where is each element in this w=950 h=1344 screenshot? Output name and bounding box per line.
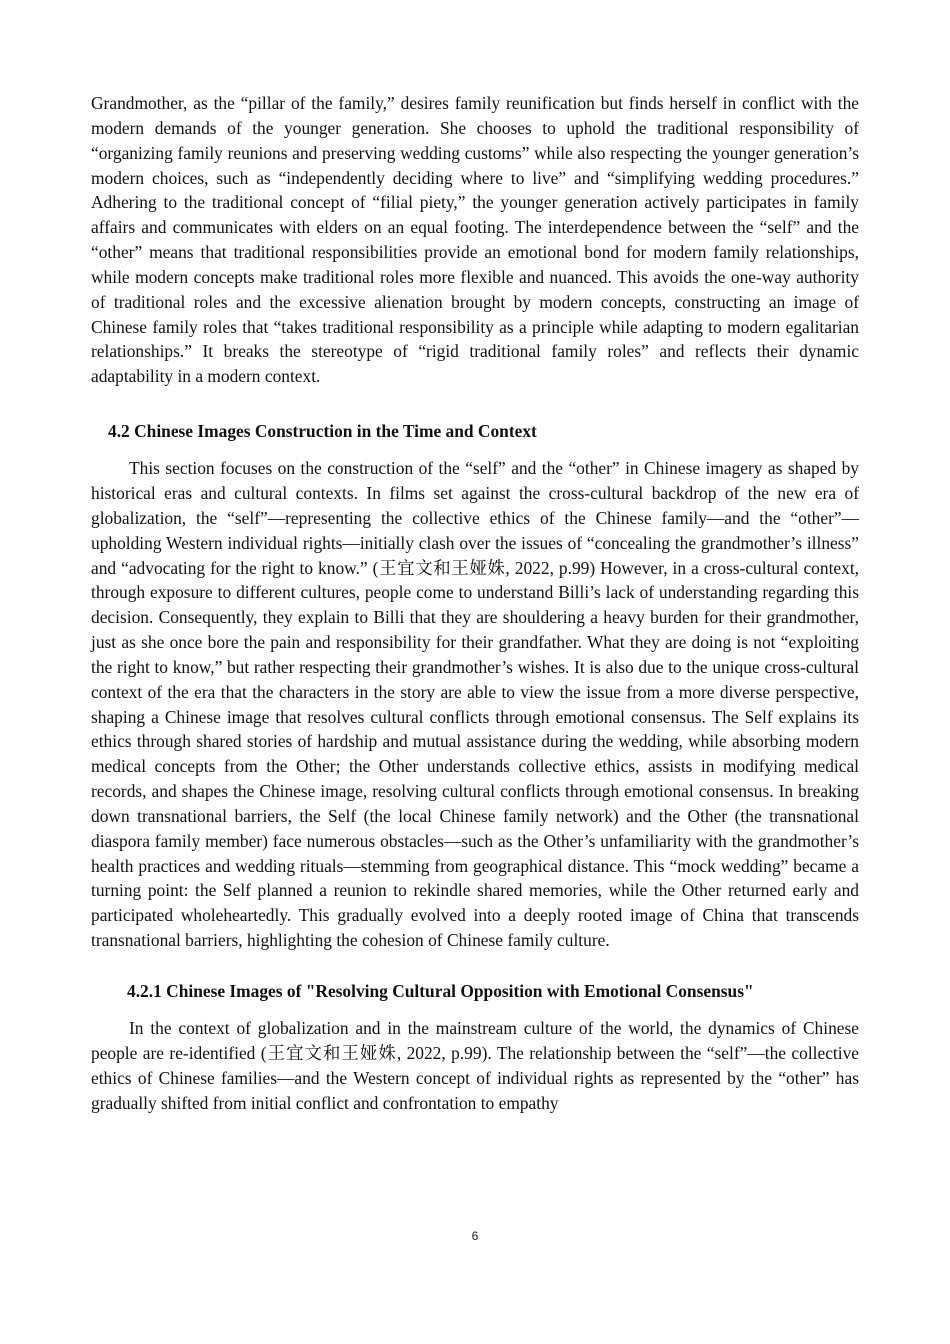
section-heading: 4.2 Chinese Images Construction in the Time and Context	[108, 421, 537, 442]
body-paragraph: Grandmother, as the “pillar of the family,” desires family reunification but finds herself in conflict with the modern demands of the younger generation. She chooses to uphold the traditional responsibility of “organizing family reunions and preserving wedding customs” while also respecting the younger generation’s modern choices, such as “independently deciding where to live” and “simplifying wedding procedures.” Adhering to the traditional concept of “filial piety,” the younger generation actively participates in family affairs and communicates with elders on an equal footing. The interdependence between the “self” and the “other” means that traditional responsibilities provide an emotional bond for modern family relationships, while modern concepts make traditional roles more flexible and nuanced. This avoids the one-way authority of traditional roles and the excessive alienation brought by modern concepts, constructing an image of Chinese family roles that “takes traditional responsibility as a principle while adapting to modern egalitarian relationships.” It breaks the stereotype of “rigid traditional family roles” and reflects their dynamic adaptability in a modern context.	[91, 93, 859, 387]
page-number: 6	[471, 1229, 479, 1243]
body-paragraph: This section focuses on the construction of the “self” and the “other” in Chinese imagery as shaped by historical eras and cultural contexts. In films set against the cross-cultural backdrop of the new era of globalization, the “self”—representing the collective ethics of the Chinese family—and the “other”—upholding Western individual rights—initially clash over the issues of “concealing the grandmother’s illness” and “advocating for the right to know.” (王宜文和王娅姝, 2022, p.99) However, in a cross-cultural context, through exposure to different cultures, people come to understand Billi’s lack of understanding regarding this decision. Consequently, they explain to Billi that they are shouldering a heavy burden for their grandmother, just as she once bore the pain and responsibility for their grandfather. What they are doing is not “exploiting the right to know,” but rather respecting their grandmother’s wishes. It is also due to the unique cross-cultural context of the era that the characters in the story are able to view the issue from a more diverse perspective, shaping a Chinese image that resolves cultural conflicts through emotional consensus. The Self explains its ethics through shared stories of hardship and mutual assistance during the wedding, while absorbing modern medical concepts from the Other; the Other understands collective ethics, assists in modifying medical records, and shapes the Chinese image, resolving cultural conflicts through emotional consensus. In breaking down transnational barriers, the Self (the local Chinese family network) and the Other (the transnational diaspora family member) face numerous obstacles—such as the Other’s unfamiliarity with the grandmother’s health practices and wedding rituals—stemming from geographical distance. This “mock wedding” became a turning point: the Self planned a reunion to rekindle shared memories, while the Other returned early and participated wholeheartedly. This gradually evolved into a deeply rooted image of China that transcends transnational barriers, highlighting the cohesion of Chinese family culture.	[91, 458, 859, 951]
page-body	[91, 91, 859, 1115]
subsection-heading: 4.2.1 Chinese Images of "Resolving Cultural Opposition with Emotional Consensus"	[127, 981, 754, 1001]
body-paragraph: In the context of globalization and in the mainstream culture of the world, the dynamics of Chinese people are re-identified (王宜文和王娅姝, 2022, p.99). The relationship between the “self”—the collective ethics of Chinese families—and the Western concept of individual rights as represented by the “other” has gradually shifted from initial conflict and confrontation to empathy	[91, 1018, 859, 1113]
